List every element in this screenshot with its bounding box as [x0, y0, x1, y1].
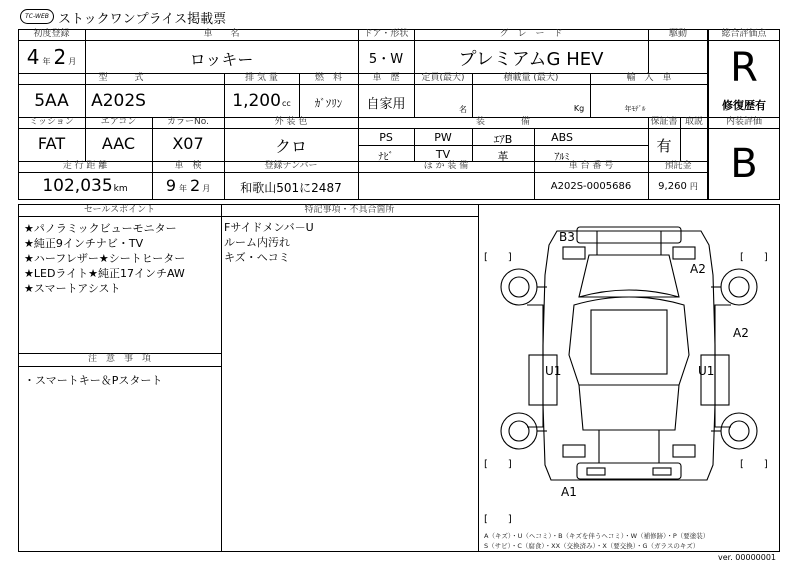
label-drive: 駆動 [668, 29, 687, 39]
total-rating: R [730, 45, 758, 91]
label-other-equip: ほ か 装 備 [423, 161, 469, 171]
load-unit: Kg [573, 104, 585, 113]
damage-mark-a2-side: A2 [733, 326, 749, 340]
label-displacement: 排 気 量 [245, 73, 278, 83]
mission-value: FAT [37, 134, 66, 153]
bracket-front-left: [ ] [484, 252, 512, 263]
car-damage-diagram [479, 205, 779, 551]
label-special-notes: 特記事項・不具合箇所 [304, 205, 395, 215]
mileage-value [18, 176, 152, 196]
label-mission: ミッション [29, 117, 74, 127]
label-history: 車 歴 [372, 73, 400, 83]
logo: TC-WEB [20, 9, 54, 24]
label-door-type: ドア・形状 [363, 29, 409, 39]
label-sales-points: セールスポイント [83, 205, 156, 215]
label-aircon: エアコン [100, 117, 137, 127]
damage-mark-u1-left: U1 [545, 364, 562, 378]
sales-point-item: ★パノラミックビューモニター [24, 222, 177, 235]
label-exterior: 外 装 色 [274, 117, 308, 127]
label-equipment: 装 備 [475, 117, 530, 127]
damage-mark-a1: A1 [561, 485, 577, 499]
inspection-year: 9 [165, 176, 176, 195]
bracket-front-right: [ ] [740, 252, 768, 263]
label-plate: 登録ナンバー [264, 161, 318, 171]
label-color-no: カラーNo. [167, 117, 209, 127]
label-inspection: 車 検 [174, 161, 202, 171]
month-unit: 月 [68, 57, 77, 66]
total-rating-note: 修復歴有 [722, 99, 766, 112]
cc-unit: cc [281, 99, 291, 108]
equip-tv: TV [435, 148, 451, 161]
first-reg-value [18, 45, 85, 69]
plate-value: 和歌山501に2487 [240, 181, 342, 195]
equip-alumi: ｱﾙﾐ [554, 152, 570, 163]
damage-mark-b3: B3 [559, 230, 575, 244]
label-mileage: 走 行 距 離 [62, 161, 108, 171]
label-total-eval: 総合評価点 [721, 29, 767, 39]
wheel-front-right [721, 269, 757, 305]
year-unit: 年 [42, 57, 51, 66]
km-unit: km [113, 184, 128, 194]
label-model: 型 式 [98, 73, 144, 83]
inspection-value [152, 176, 224, 195]
document-title: ストックワンプライス掲載票 [58, 12, 227, 27]
model-code-value: 5AA [34, 91, 69, 111]
label-grade: グ レ ー ド [499, 29, 563, 39]
bracket-bottom: [ ] [484, 514, 512, 525]
special-notes-list [224, 220, 314, 265]
door-type-value: 5・W [368, 52, 404, 67]
car-name-value: ロッキー [189, 50, 254, 69]
damage-legend-1: A（キズ）・U（ヘコミ）・B（キズを伴うヘコミ）・W（補修跡）・P（要塗装） [484, 532, 710, 540]
aircon-value: AAC [101, 134, 136, 153]
history-value: 自家用 [366, 97, 406, 112]
yen-unit: 円 [689, 182, 698, 191]
interior-rating: B [730, 141, 758, 187]
bracket-rear-right: [ ] [740, 459, 768, 470]
equip-pw: PW [434, 131, 452, 144]
equip-navi: ﾅﾋﾞ [378, 152, 394, 163]
sales-point-item: ★純正9インチナビ・TV [24, 237, 144, 250]
label-cautions: 注 意 事 項 [87, 354, 151, 364]
bracket-rear-left: [ ] [484, 459, 512, 470]
displacement-value [224, 91, 299, 111]
label-import: 輸 入 車 [626, 73, 672, 83]
equip-airbag: ｴｱB [493, 133, 513, 146]
label-chassis: 車 台 番 号 [568, 161, 614, 171]
month-unit-2: 月 [202, 184, 211, 193]
wheel-rear-right [721, 413, 757, 449]
wheel-rear-left [501, 413, 537, 449]
version-label: ver. 00000001 [718, 553, 777, 562]
year-unit-2: 年 [179, 184, 187, 193]
damage-legend-2: S（サビ）・C（腐食）・XX（交換済み）・X（要交換）・G（ガラスのキズ） [484, 542, 700, 550]
equip-leather: 革 [497, 150, 509, 163]
cautions-list [24, 373, 162, 388]
fuel-value: ｶﾞｿﾘﾝ [314, 97, 343, 110]
equip-abs: ABS [551, 131, 573, 144]
first-reg-month: 2 [53, 45, 67, 69]
model-value: A202S [91, 91, 146, 111]
grade-value: プレミアムG HEV [458, 49, 604, 70]
first-reg-year: 4 [26, 45, 40, 69]
displacement-number: 1,200 [232, 91, 281, 111]
special-note-item: ルーム内汚れ [224, 236, 290, 249]
label-manual: 取説 [684, 117, 703, 127]
equip-ps: PS [379, 131, 393, 144]
label-warranty: 保証書 [650, 117, 678, 127]
deposit-value [648, 181, 708, 192]
rear-bumper [577, 463, 681, 479]
label-interior-eval: 内装評価 [725, 117, 762, 127]
label-deposit: 預託金 [664, 161, 692, 171]
label-capacity: 定員(最大) [421, 73, 465, 83]
exterior-color-value: クロ [274, 137, 307, 156]
year-model-unit: 年ﾓﾃﾞﾙ [624, 105, 646, 113]
chassis-value: A202S-0005686 [550, 181, 632, 192]
special-note-item: Fサイドメンバ－U [224, 221, 314, 234]
capacity-unit: 名 [459, 105, 467, 114]
sales-point-item: ★ハーフレザー★シートヒーター [24, 252, 186, 265]
caution-item: ・スマートキー＆Pスタート [24, 374, 163, 387]
color-no-value: X07 [172, 134, 204, 153]
damage-mark-u1-right: U1 [698, 364, 715, 378]
inspection-month: 2 [190, 176, 201, 195]
damage-mark-a2-front: A2 [690, 262, 706, 276]
label-car-name: 車 名 [203, 29, 240, 39]
sales-point-item: ★スマートアシスト [24, 282, 121, 295]
warranty-value: 有 [656, 137, 672, 155]
label-load: 積載量 (最大) [503, 73, 559, 83]
special-note-item: キズ・ヘコミ [224, 251, 290, 264]
mileage-number: 102,035 [42, 176, 113, 196]
wheel-front-left [501, 269, 537, 305]
label-first-reg: 初度登録 [33, 29, 70, 39]
label-fuel: 燃 料 [314, 73, 342, 83]
front-bumper [577, 227, 681, 243]
sales-point-item: ★LEDライト★純正17インチAW [24, 267, 185, 280]
sales-points-list [24, 221, 185, 296]
deposit-number: 9,260 [658, 181, 687, 192]
